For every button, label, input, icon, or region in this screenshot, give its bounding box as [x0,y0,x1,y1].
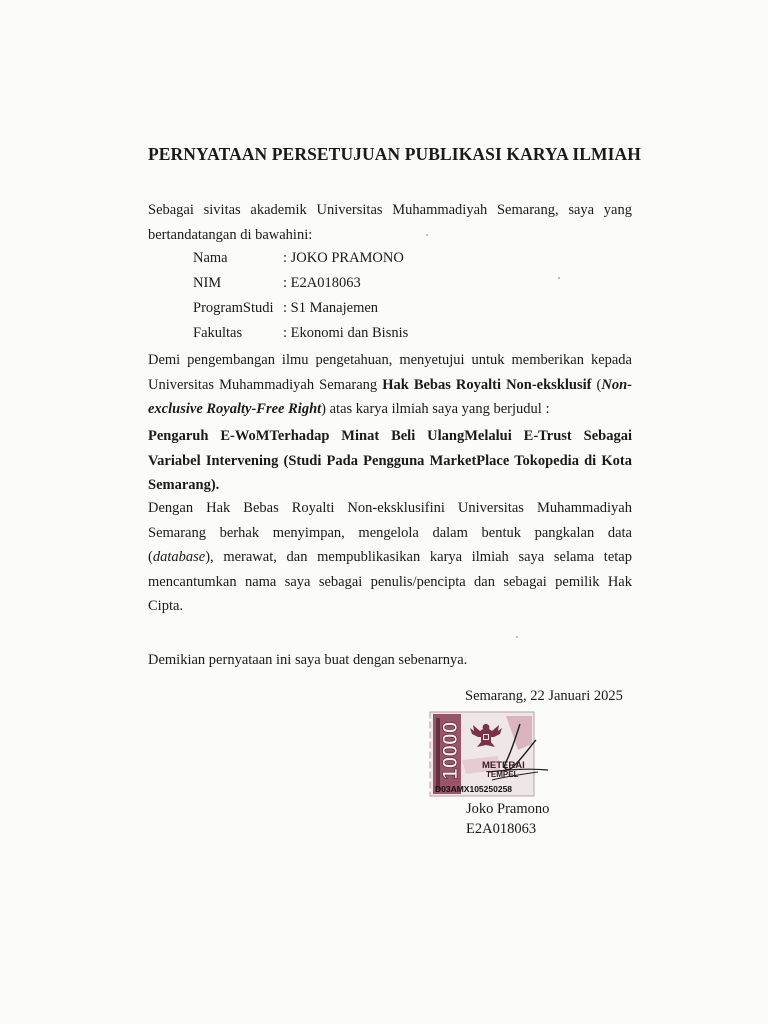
signer-name: Joko Pramono [466,801,550,817]
stamp-value: 10000 [439,721,462,780]
intro-line: Sebagai sivitas akademik Universitas Muhammadiyah Semarang, saya yang [148,202,632,218]
rights-text: ), merawat, dan mempublikasikan karya ilmiah saya selama tetap [205,549,632,566]
consent-paragraph [148,348,632,422]
closing-statement [148,648,632,673]
stamp-label-top: METERAI [482,760,525,771]
stamp-label-bottom: TEMPEL [486,770,519,779]
consent-text: Universitas Muhammadiyah Semarang [148,376,383,393]
database-term: database [152,549,206,566]
signer-block [466,799,549,839]
rights-paragraph [148,496,632,619]
consent-text: ( [591,376,602,393]
intro-line: bertandatangan di bawahini: [148,226,313,243]
stamp-serial: D03AMX105250258 [435,784,513,794]
scan-speck [516,636,518,638]
scan-speck [558,277,560,279]
intro-paragraph [148,198,632,247]
field-value: : Ekonomi dan Bisnis [283,325,409,341]
thesis-title-line: Variabel Intervening (Studi Pada Pengguna MarketPlace Tokopedia di Kota [148,452,632,469]
consent-text: ) atas karya ilmiah saya yang berjudul : [321,401,550,418]
consent-line [148,373,632,398]
rights-line [148,545,632,570]
stamp-graphic [428,710,550,800]
thesis-title [148,424,632,498]
field-label: Fakultas [193,325,243,341]
signer-id: E2A018063 [466,821,537,837]
license-name: Hak Bebas Royalti Non-eksklusif [382,376,592,393]
meterai-stamp [428,710,550,800]
field-value: : S1 Manajemen [283,300,379,316]
field-value: : JOKO PRAMONO [283,250,404,266]
rights-line: mencantumkan nama saya sebagai penulis/pencipta dan sebagai pemilik Hak [148,573,632,590]
field-label: NIM [193,275,222,291]
closing-text: Demikian pernyataan ini saya buat dengan sebenarnya. [148,652,468,668]
field-label: ProgramStudi [193,300,274,316]
consent-line [148,397,632,422]
rights-line: Dengan Hak Bebas Royalti Non-eksklusifini Universitas Muhammadiyah [148,500,632,516]
field-value: : E2A018063 [283,275,361,291]
rights-line: Cipta. [148,598,184,615]
consent-line: Demi pengembangan ilmu pengetahuan, menyetujui untuk memberikan kepada [148,352,632,368]
document-title: PERNYATAAN PERSETUJUAN PUBLIKASI KARYA ILMIAH [148,144,641,164]
rights-line: Semarang berhak menyimpan, mengelola dalam bentuk pangkalan data [148,524,632,541]
license-name-english: Non- [601,376,632,393]
scan-speck [426,234,428,236]
field-label: Nama [193,250,228,266]
license-name-english: exclusive Royalty-Free Right [148,401,322,418]
thesis-title-line: Pengaruh E-WoMTerhadap Minat Beli UlangMelalui E-Trust Sebagai [148,428,632,444]
rights-text: ( [148,549,153,566]
thesis-title-line: Semarang). [148,477,220,494]
place-date: Semarang, 22 Januari 2025 [465,688,623,704]
